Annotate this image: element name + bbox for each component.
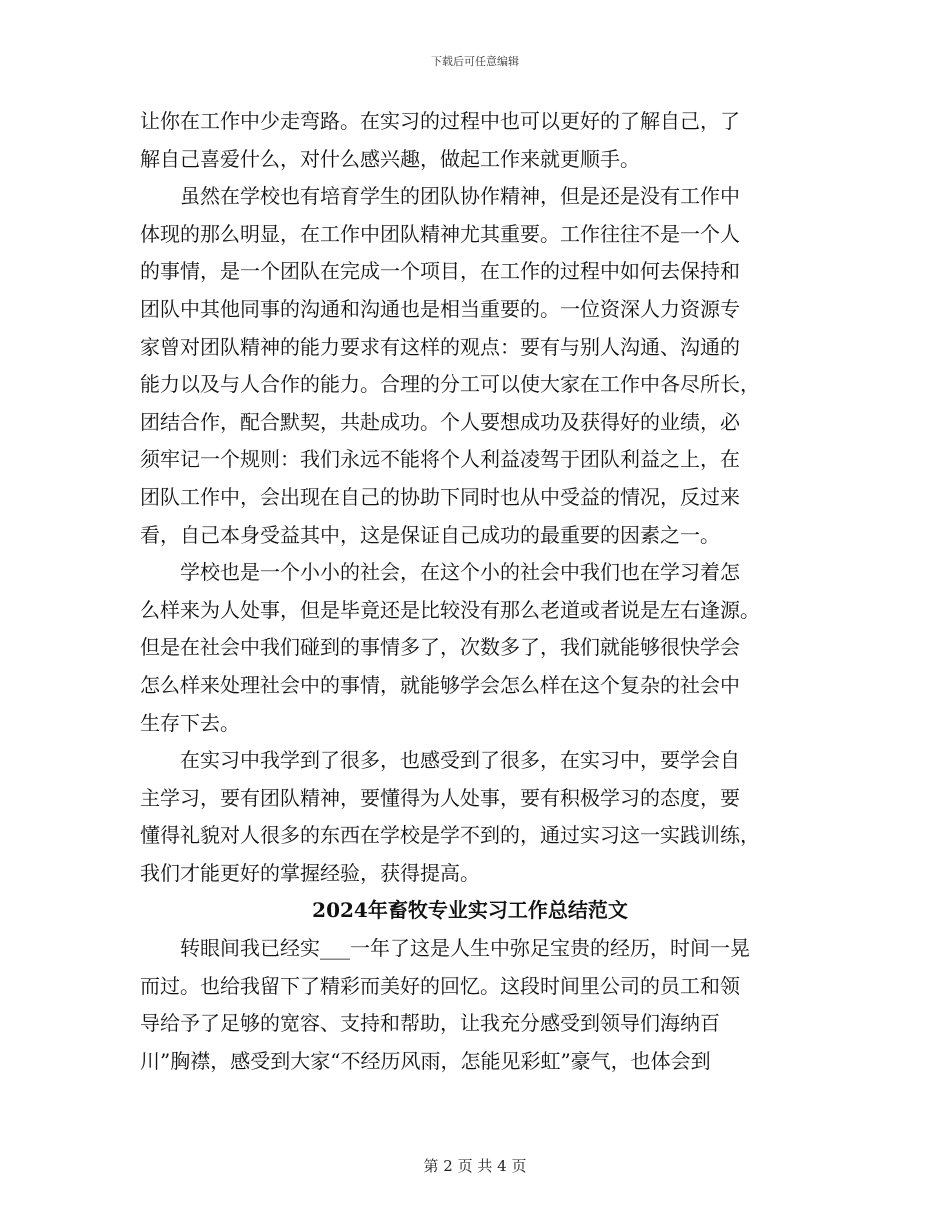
text-line: 在实习中我学到了很多，也感受到了很多，在实习中，要学会自 (140, 748, 740, 773)
text-line: 看，自己本身受益其中，这是保证自己成功的最重要的因素之一。 (140, 522, 720, 547)
text-line: 能力以及与人合作的能力。合理的分工可以使大家在工作中各尽所长， (140, 372, 760, 397)
document-body (140, 103, 800, 1080)
text-line: 团结合作，配合默契，共赴成功。个人要想成功及获得好的业绩，必 (140, 409, 740, 434)
section-title: 2024年畜牧专业实习工作总结范文 (312, 898, 628, 923)
text-line: 转眼间我已经实___一年了这是人生中弥足宝贵的经历，时间一晃 (140, 936, 750, 961)
text-line: 么样来为人处事，但是毕竟还是比较没有那么老道或者说是左右逢源。 (140, 597, 760, 622)
text-line: 解自己喜爱什么，对什么感兴趣，做起工作来就更顺手。 (140, 146, 640, 171)
page-header: 下载后可任意编辑 (431, 55, 519, 68)
page-footer: 第 2 页 共 4 页 (423, 1157, 527, 1175)
text-line: 团队工作中，会出现在自己的协助下同时也从中受益的情况，反过来 (140, 484, 740, 509)
text-line: 团队中其他同事的沟通和沟通也是相当重要的。一位资深人力资源专 (140, 296, 740, 321)
text-line: 懂得礼貌对人很多的东西在学校是学不到的，通过实习这一实践训练， (140, 823, 760, 848)
text-line: 须牢记一个规则：我们永远不能将个人利益凌驾于团队利益之上，在 (140, 447, 740, 472)
text-line: 学校也是一个小小的社会，在这个小的社会中我们也在学习着怎 (140, 560, 740, 585)
text-line: 生存下去。 (140, 710, 240, 735)
text-line: 而过。也给我留下了精彩而美好的回忆。这段时间里公司的员工和领 (140, 973, 740, 998)
text-line: 主学习，要有团队精神，要懂得为人处事，要有积极学习的态度，要 (140, 785, 740, 810)
text-line: 我们才能更好的掌握经验，获得提高。 (140, 860, 480, 885)
text-line: 导给予了足够的宽容、支持和帮助，让我充分感受到领导们海纳百 (140, 1011, 720, 1036)
text-line: 虽然在学校也有培育学生的团队协作精神，但是还是没有工作中 (140, 184, 740, 209)
text-line: 川”胸襟，感受到大家“不经历风雨，怎能见彩虹”豪气，也体会到 (140, 1048, 711, 1073)
text-line: 但是在社会中我们碰到的事情多了，次数多了，我们就能够很快学会 (140, 635, 740, 660)
text-line: 怎么样来处理社会中的事情，就能够学会怎么样在这个复杂的社会中 (140, 672, 740, 697)
text-line: 让你在工作中少走弯路。在实习的过程中也可以更好的了解自己，了 (140, 109, 740, 133)
text-line: 体现的那么明显，在工作中团队精神尤其重要。工作往往不是一个人 (140, 221, 740, 246)
text-line: 家曾对团队精神的能力要求有这样的观点：要有与别人沟通、沟通的 (140, 334, 740, 359)
text-line: 的事情，是一个团队在完成一个项目，在工作的过程中如何去保持和 (140, 259, 740, 284)
